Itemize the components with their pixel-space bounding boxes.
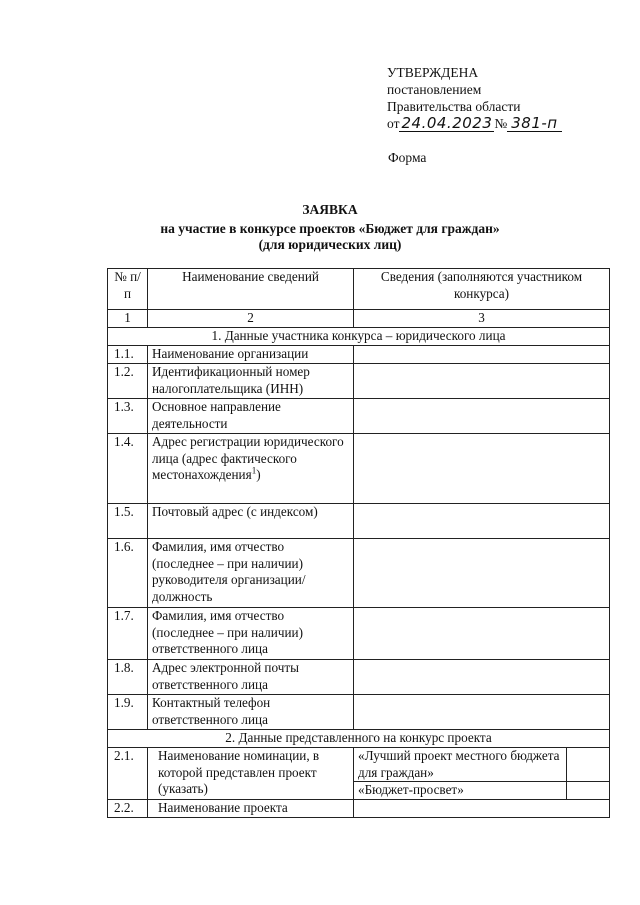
table-row xyxy=(108,608,610,660)
row-num: 2.1. xyxy=(108,748,148,800)
approval-number-label: № xyxy=(494,116,508,131)
row-num: 1.5. xyxy=(108,504,148,539)
table-row xyxy=(108,539,610,608)
section-1-title: 1. Данные участника конкурса – юридического лица xyxy=(108,328,610,346)
table-row xyxy=(108,695,610,730)
table-row xyxy=(108,346,610,364)
row-num: 1.6. xyxy=(108,539,148,608)
row-num: 2.2. xyxy=(108,800,148,818)
row-value-cell[interactable] xyxy=(354,660,610,695)
row-num: 1.7. xyxy=(108,608,148,660)
row-name: Почтовый адрес (с индексом) xyxy=(148,504,354,539)
row-value-cell[interactable] xyxy=(354,539,610,608)
footnote-marker: 1 xyxy=(251,465,257,476)
header-info: Сведения (заполняются участником конкурса) xyxy=(354,269,610,310)
approval-title: УТВЕРЖДЕНА xyxy=(387,65,479,80)
row-num: 1.9. xyxy=(108,695,148,730)
document-title: ЗАЯВКА xyxy=(302,202,358,217)
row-name: Контактный телефон ответственного лица xyxy=(148,695,354,730)
approval-government: Правительства области xyxy=(387,99,521,114)
row-name-end: ) xyxy=(256,467,261,482)
approval-date: 24.04.2023 xyxy=(401,114,493,132)
form-label: Форма xyxy=(388,150,427,165)
col-number-3: 3 xyxy=(354,310,610,328)
row-name: Адрес регистрации юридического лица (адрес фактического местонахождения xyxy=(152,434,344,482)
col-number-1: 1 xyxy=(108,310,148,328)
row-value-cell[interactable] xyxy=(354,346,610,364)
row-name: Идентификационный номер налогоплательщика (ИНН) xyxy=(148,364,354,399)
document-subtitle: на участие в конкурсе проектов «Бюджет для граждан» xyxy=(160,221,500,236)
row-num: 1.2. xyxy=(108,364,148,399)
row-name: Основное направление деятельности xyxy=(148,399,354,434)
header-name: Наименование сведений xyxy=(148,269,354,310)
row-value-cell[interactable] xyxy=(354,504,610,539)
approval-block xyxy=(387,64,562,132)
row-num: 1.4. xyxy=(108,434,148,504)
application-table xyxy=(107,268,610,818)
row-name: Адрес электронной почты ответственного лица xyxy=(148,660,354,695)
row-value-cell[interactable] xyxy=(354,364,610,399)
row-name-cell xyxy=(148,434,354,504)
row-value-cell[interactable] xyxy=(354,608,610,660)
table-row xyxy=(108,504,610,539)
row-name: Наименование организации xyxy=(148,346,354,364)
approval-from-label: от xyxy=(387,116,400,131)
row-name: Наименование номинации, в которой представлен проект (указать) xyxy=(148,748,354,800)
table-row xyxy=(108,364,610,399)
nomination-option-2-check[interactable] xyxy=(567,782,610,800)
row-name: Фамилия, имя отчество (последнее – при наличии) руководителя организации/ должность xyxy=(148,539,354,608)
row-num: 1.3. xyxy=(108,399,148,434)
table-row xyxy=(108,434,610,504)
row-name: Фамилия, имя отчество (последнее – при наличии) ответственного лица xyxy=(148,608,354,660)
row-value-cell[interactable] xyxy=(354,695,610,730)
table-row xyxy=(108,399,610,434)
nomination-option-2: «Бюджет-просвет» xyxy=(354,782,567,800)
row-value-cell[interactable] xyxy=(354,800,610,818)
section-row xyxy=(108,328,610,346)
section-row xyxy=(108,730,610,748)
table-row xyxy=(108,748,610,782)
section-2-title: 2. Данные представленного на конкурс проекта xyxy=(108,730,610,748)
table-header-row xyxy=(108,269,610,310)
table-col-numbers-row xyxy=(108,310,610,328)
col-number-2: 2 xyxy=(148,310,354,328)
row-name: Наименование проекта xyxy=(148,800,354,818)
document-subtitle-note: (для юридических лиц) xyxy=(258,237,402,252)
row-value-cell[interactable] xyxy=(354,399,610,434)
table-row xyxy=(108,800,610,818)
approval-resolution: постановлением xyxy=(387,82,482,97)
header-num: № п/п xyxy=(108,269,148,310)
approval-number: 381-п xyxy=(507,116,561,132)
row-num: 1.1. xyxy=(108,346,148,364)
row-num: 1.8. xyxy=(108,660,148,695)
row-value-cell[interactable] xyxy=(354,434,610,504)
table-row xyxy=(108,660,610,695)
approval-date-line xyxy=(387,115,562,132)
nomination-option-1: «Лучший проект местного бюджета для граждан» xyxy=(354,748,567,782)
nomination-option-1-check[interactable] xyxy=(567,748,610,782)
